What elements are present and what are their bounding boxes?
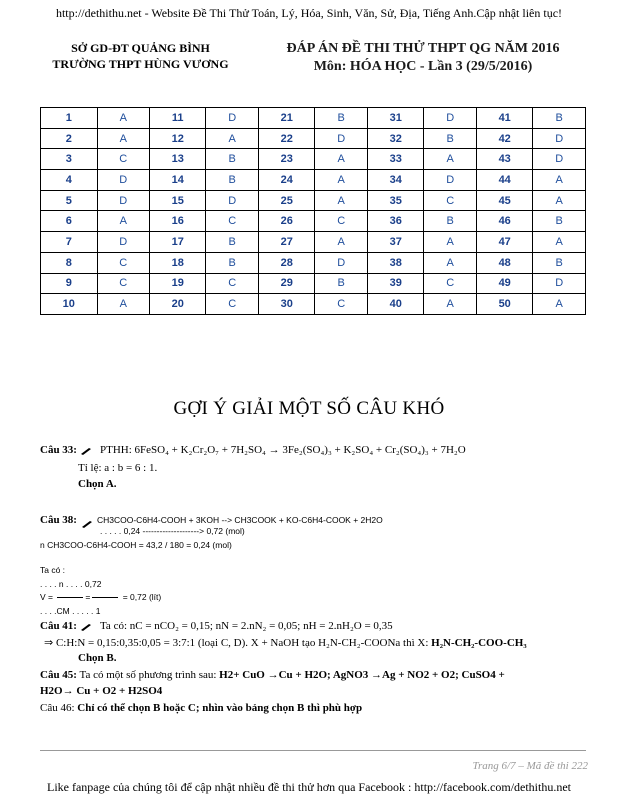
- question-number: 37: [367, 232, 424, 253]
- question-number: 20: [149, 294, 206, 315]
- answer-letter: A: [533, 294, 586, 315]
- pencil-icon: [81, 515, 93, 523]
- answer-letter: A: [206, 128, 258, 149]
- question-number: 25: [258, 190, 315, 211]
- answer-letter: C: [315, 294, 367, 315]
- q38-mol-calc: n CH3COO-C6H4-COOH = 43,2 / 180 = 0,24 (mol): [40, 540, 232, 550]
- answer-letter: A: [315, 190, 367, 211]
- question-number: 1: [41, 108, 98, 129]
- school-header: [38, 40, 243, 72]
- answer-letter: D: [97, 232, 149, 253]
- exam-header: [258, 40, 588, 76]
- answer-letter: C: [97, 273, 149, 294]
- answer-letter: A: [424, 232, 476, 253]
- question-number: 49: [476, 273, 533, 294]
- question-number: 5: [41, 190, 98, 211]
- q38-frac-top: . . . . n . . . . 0,72: [40, 579, 102, 589]
- q41-label: Câu 41:: [40, 620, 77, 632]
- table-row: [41, 294, 586, 315]
- question-number: 28: [258, 252, 315, 273]
- q33-ratio: Tỉ lệ: a : b = 6 : 1.: [78, 462, 158, 474]
- department-name: SỞ GD-ĐT QUẢNG BÌNH: [71, 41, 210, 55]
- answer-letter: D: [315, 128, 367, 149]
- answer-letter: B: [424, 128, 476, 149]
- pencil-icon: [80, 446, 92, 454]
- q45-equations: H2+ CuO →Cu + H2O; AgNO3 →Ag + NO2 + O2; CuSO4 +: [219, 669, 505, 681]
- answer-letter: D: [424, 170, 476, 191]
- question-number: 46: [476, 211, 533, 232]
- answer-letter: C: [206, 273, 258, 294]
- question-number: 11: [149, 108, 206, 129]
- q38-frac-bottom: . . . .CM . . . . . 1: [40, 606, 101, 616]
- question-number: 35: [367, 190, 424, 211]
- answer-letter: C: [97, 252, 149, 273]
- table-row: [41, 190, 586, 211]
- question-number: 36: [367, 211, 424, 232]
- answer-letter: D: [97, 170, 149, 191]
- answer-letter: A: [533, 190, 586, 211]
- question-number: 24: [258, 170, 315, 191]
- q41-text: Ta có: nC = nCO₂ = 0,15; nN = 2.nN₂ = 0,05; nH = 2.nH₂O = 0,35: [99, 620, 393, 632]
- question-number: 38: [367, 252, 424, 273]
- answer-letter: A: [424, 149, 476, 170]
- q38-volume-rhs: = 0,72 (lít): [122, 592, 162, 602]
- answer-letter: D: [315, 252, 367, 273]
- answer-letter: A: [315, 232, 367, 253]
- answer-letter: D: [97, 190, 149, 211]
- q38-volume-lhs: V =: [40, 592, 53, 602]
- answer-table: [40, 107, 586, 315]
- answer-letter: A: [424, 252, 476, 273]
- q33-eq-prefix: PTHH:: [99, 444, 135, 456]
- school-name: TRƯỜNG THPT HÙNG VƯƠNG: [52, 57, 229, 71]
- question-number: 23: [258, 149, 315, 170]
- question-number: 9: [41, 273, 98, 294]
- question-number: 8: [41, 252, 98, 273]
- table-row: [41, 170, 586, 191]
- q33-label: Câu 33:: [40, 444, 77, 456]
- q41-choose: Chọn B.: [78, 652, 117, 664]
- question-number: 26: [258, 211, 315, 232]
- question-number: 50: [476, 294, 533, 315]
- question-number: 12: [149, 128, 206, 149]
- answer-letter: D: [533, 273, 586, 294]
- q38-taco: Ta có :: [40, 565, 66, 575]
- answer-letter: A: [533, 232, 586, 253]
- question-number: 44: [476, 170, 533, 191]
- fraction-bar: [57, 597, 83, 598]
- question-number: 30: [258, 294, 315, 315]
- question-number: 22: [258, 128, 315, 149]
- footer-divider: [40, 750, 586, 751]
- answer-letter: D: [424, 108, 476, 129]
- answer-letter: B: [533, 108, 586, 129]
- answer-letter: D: [533, 128, 586, 149]
- answer-letter: D: [206, 190, 258, 211]
- q45-line2: H2O→ Cu + O2 + H2SO4: [40, 685, 163, 697]
- q41-line: [40, 620, 393, 632]
- q46-label: Câu 46:: [40, 702, 75, 714]
- fraction-bar: [92, 597, 118, 598]
- q45-intro: Ta có một số phương trình sau:: [76, 669, 220, 681]
- answer-letter: C: [206, 294, 258, 315]
- answer-letter: C: [206, 211, 258, 232]
- q33-equation: 6FeSO₄ + K₂Cr₂O₇ + 7H₂SO₄ → 3Fe₂(SO₄)₃ + K₂SO₄ + Cr₂(SO₄)₃ + 7H₂O: [134, 444, 466, 456]
- question-number: 7: [41, 232, 98, 253]
- q33-choose: Chọn A.: [78, 478, 117, 490]
- question-number: 31: [367, 108, 424, 129]
- answer-letter: B: [315, 273, 367, 294]
- top-banner-link[interactable]: http://dethithu.net - Website Đề Thi Thử Toán, Lý, Hóa, Sinh, Văn, Sử, Địa, Tiếng Anh.Cập nhật liên tục!: [55, 6, 563, 20]
- answer-letter: A: [97, 128, 149, 149]
- q45-label: Câu 45:: [40, 669, 77, 681]
- question-number: 43: [476, 149, 533, 170]
- question-number: 2: [41, 128, 98, 149]
- question-number: 16: [149, 211, 206, 232]
- question-number: 27: [258, 232, 315, 253]
- question-number: 34: [367, 170, 424, 191]
- q38-label: Câu 38:: [40, 514, 77, 526]
- answer-letter: B: [315, 108, 367, 129]
- q45-line: [40, 669, 505, 681]
- question-number: 21: [258, 108, 315, 129]
- facebook-banner-link[interactable]: Like fanpage của chúng tôi để cập nhật nhiều đề thi thử hơn qua Facebook : http://facebook.com/dethithu.net: [46, 780, 572, 794]
- exam-subtitle: Môn: HÓA HỌC - Lần 3 (29/5/2016): [313, 59, 533, 74]
- answer-letter: C: [424, 190, 476, 211]
- question-number: 17: [149, 232, 206, 253]
- question-number: 4: [41, 170, 98, 191]
- answer-letter: B: [206, 252, 258, 273]
- answer-letter: A: [97, 108, 149, 129]
- question-number: 33: [367, 149, 424, 170]
- answer-letter: D: [533, 149, 586, 170]
- q41-line2: [44, 636, 527, 649]
- question-number: 39: [367, 273, 424, 294]
- table-row: [41, 211, 586, 232]
- answer-letter: C: [315, 211, 367, 232]
- question-number: 40: [367, 294, 424, 315]
- page-number: Trang 6/7 – Mã đề thi 222: [472, 760, 588, 772]
- answer-letter: A: [315, 170, 367, 191]
- pencil-icon: [80, 622, 92, 630]
- q41-formula: H₂N-CH₂-COO-CH₃: [431, 637, 527, 649]
- question-number: 19: [149, 273, 206, 294]
- question-number: 32: [367, 128, 424, 149]
- question-number: 29: [258, 273, 315, 294]
- answer-letter: A: [97, 294, 149, 315]
- question-number: 10: [41, 294, 98, 315]
- answer-letter: B: [533, 211, 586, 232]
- question-number: 47: [476, 232, 533, 253]
- q46-text: Chỉ có thể chọn B hoặc C; nhìn vào bảng chọn B thì phù hợp: [74, 702, 363, 714]
- q38-mol-line: . . . . . 0,24 --------------------> 0,72 (mol): [100, 526, 245, 536]
- question-number: 18: [149, 252, 206, 273]
- q46-line: [40, 702, 362, 714]
- q38-volume: V = = = 0,72 (lít): [40, 592, 162, 602]
- q33-line: [40, 444, 466, 456]
- question-number: 6: [41, 211, 98, 232]
- answer-letter: A: [533, 170, 586, 191]
- question-number: 41: [476, 108, 533, 129]
- question-number: 3: [41, 149, 98, 170]
- table-row: [41, 252, 586, 273]
- answer-letter: B: [206, 149, 258, 170]
- section-title: GỢI Ý GIẢI MỘT SỐ CÂU KHÓ: [173, 398, 445, 419]
- table-row: [41, 273, 586, 294]
- answer-letter: A: [424, 294, 476, 315]
- question-number: 14: [149, 170, 206, 191]
- answer-letter: D: [206, 108, 258, 129]
- table-row: [41, 108, 586, 129]
- exam-title: ĐÁP ÁN ĐỀ THI THỬ THPT QG NĂM 2016: [286, 41, 560, 56]
- answer-letter: B: [424, 211, 476, 232]
- table-row: [41, 128, 586, 149]
- answer-letter: A: [97, 211, 149, 232]
- question-number: 13: [149, 149, 206, 170]
- question-number: 15: [149, 190, 206, 211]
- answer-letter: C: [424, 273, 476, 294]
- answer-letter: B: [206, 170, 258, 191]
- question-number: 42: [476, 128, 533, 149]
- q38-equation: CH3COO-C6H4-COOH + 3KOH --> CH3COOK + KO-C6H4-COOK + 2H2O: [96, 515, 383, 525]
- table-row: [41, 149, 586, 170]
- answer-letter: C: [97, 149, 149, 170]
- q41-ratio: ⇒ C:H:N = 0,15:0,35:0,05 = 3:7:1 (loại C, D). X + NaOH tạo H₂N-CH₂-COONa thì X:: [44, 637, 432, 649]
- answer-letter: A: [315, 149, 367, 170]
- table-row: [41, 232, 586, 253]
- answer-letter: B: [206, 232, 258, 253]
- question-number: 48: [476, 252, 533, 273]
- question-number: 45: [476, 190, 533, 211]
- answer-letter: B: [533, 252, 586, 273]
